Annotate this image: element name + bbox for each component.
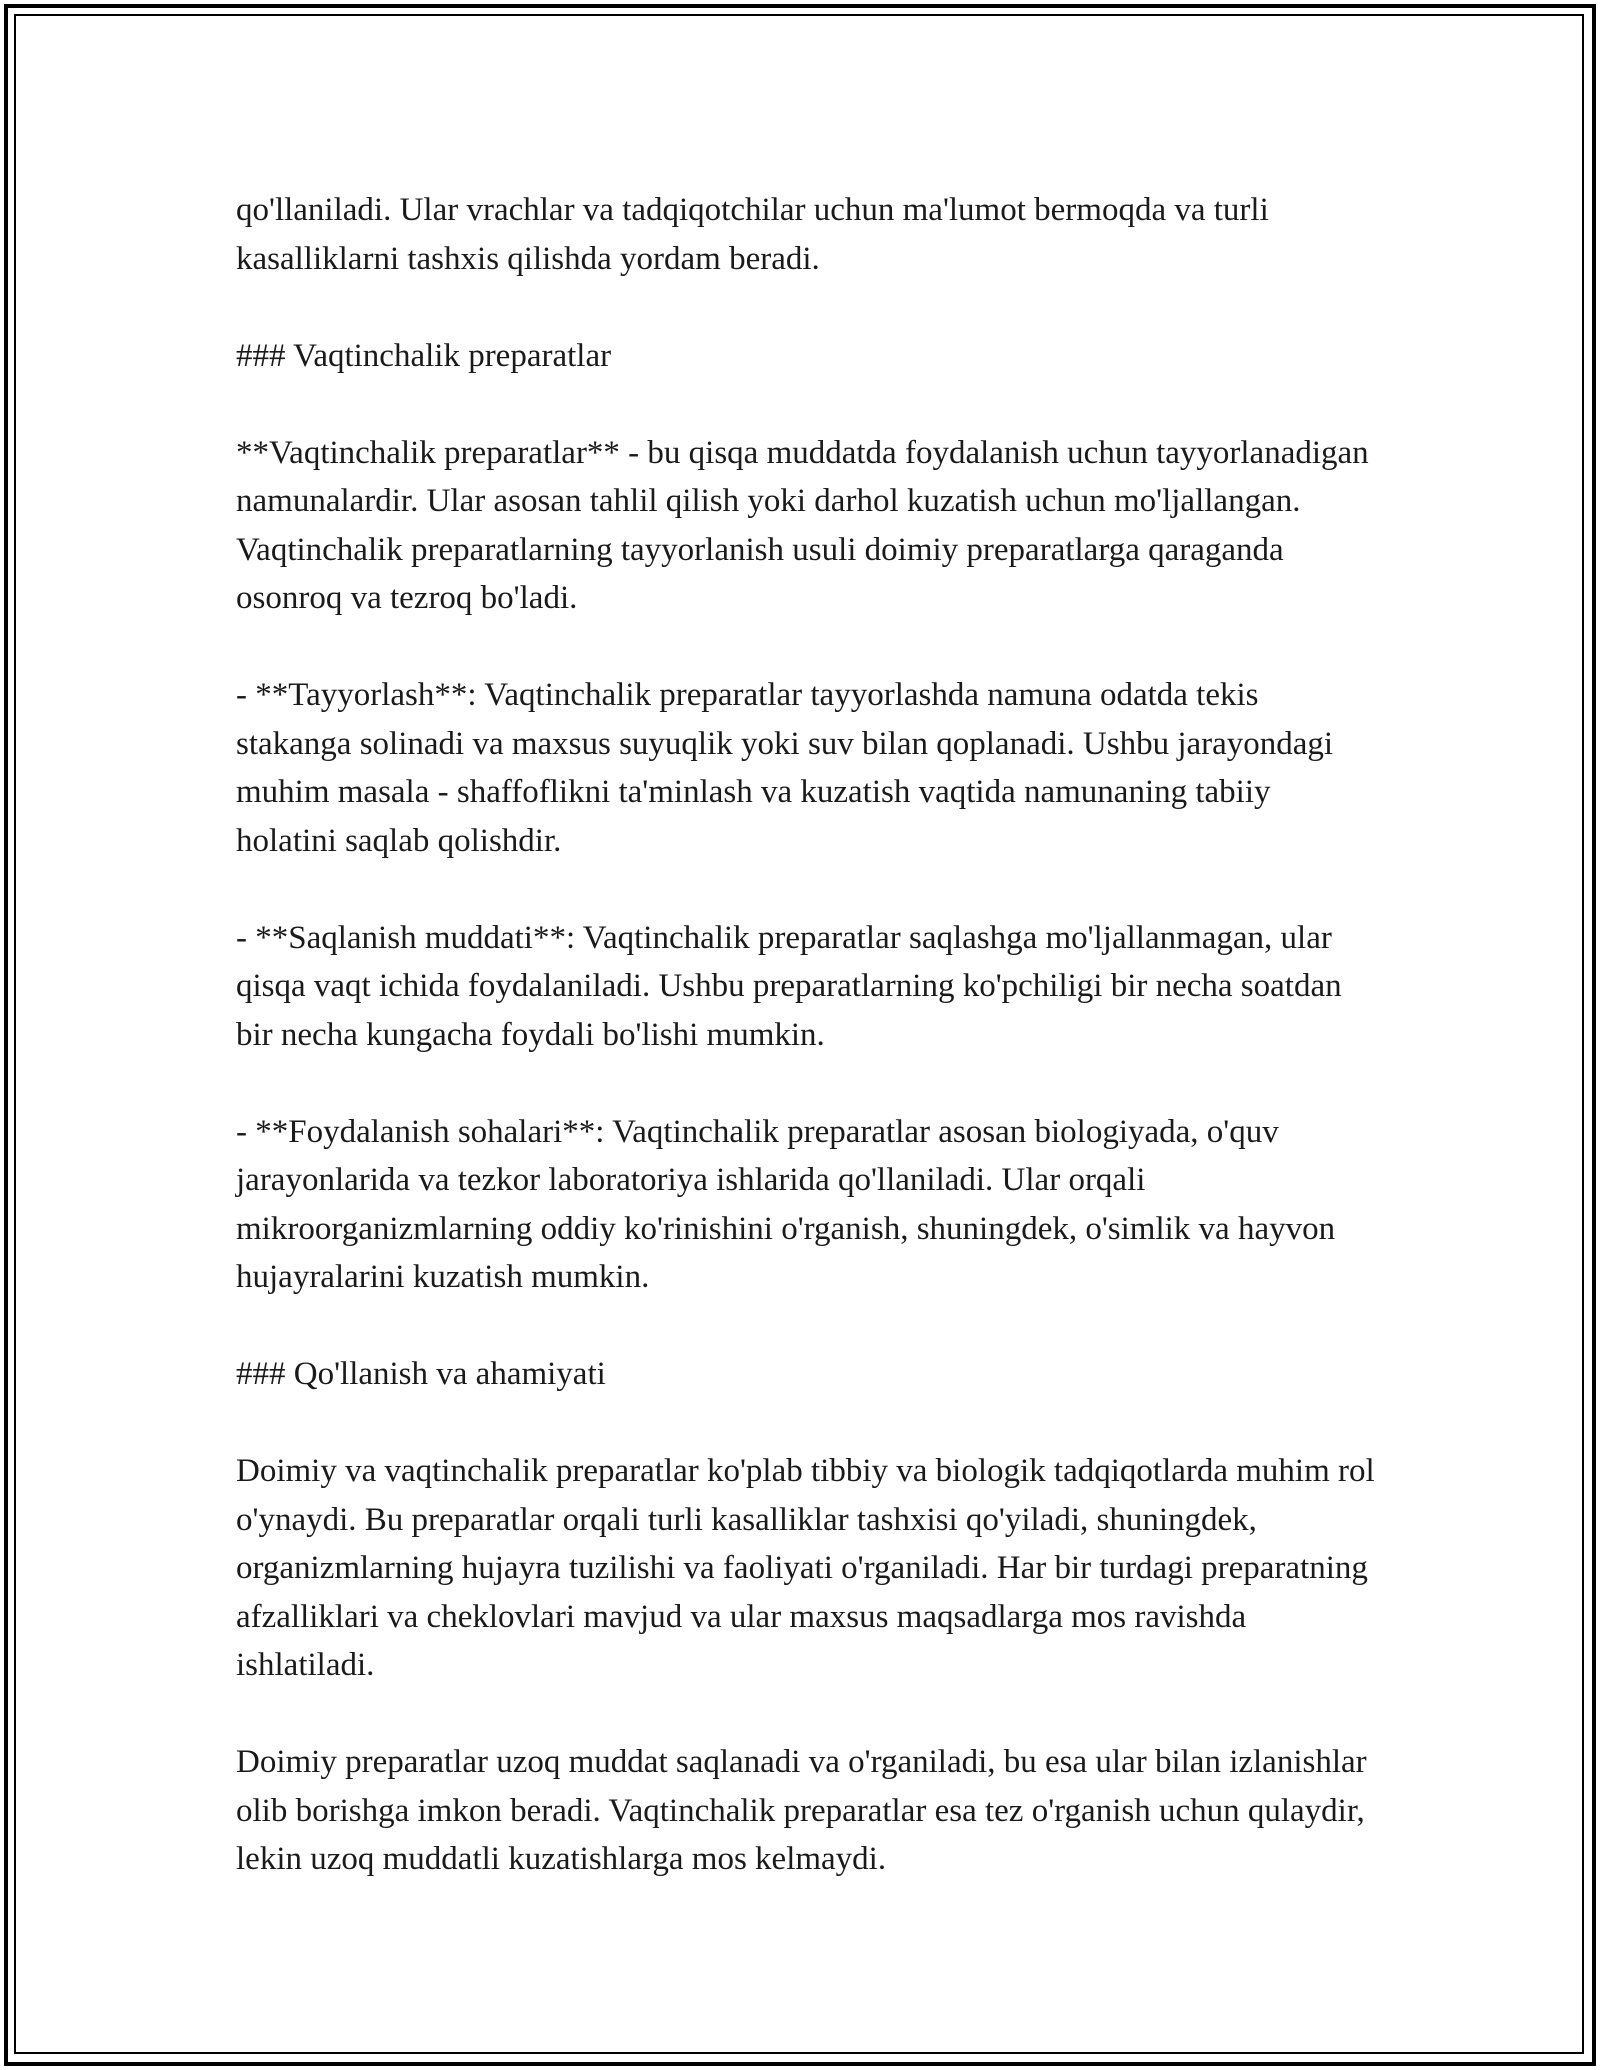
- paragraph-definition: **Vaqtinchalik preparatlar** - bu qisqa muddatda foydalanish uchun tayyorlanadigan namunalardir. Ular asosan tahlil qilish yoki darhol kuzatish uchun mo'ljallangan. Vaqtinchalik preparatlarning tayyorlanish usuli doimiy preparatlarga qaraganda osonroq va tezroq bo'ladi.: [236, 434, 1369, 616]
- heading-qollanish-va-ahamiyati: ### Qo'llanish va ahamiyati: [236, 1356, 606, 1392]
- paragraph-continuation: qo'llaniladi. Ular vrachlar va tadqiqotchilar uchun ma'lumot bermoqda va turli kasalliklarni tashxis qilishda yordam beradi.: [236, 192, 1269, 277]
- paragraph-comparison: Doimiy preparatlar uzoq muddat saqlanadi va o'rganiladi, bu esa ular bilan izlanishlar olib borishga imkon beradi. Vaqtinchalik preparatlar esa tez o'rganish uchun qulaydir, lekin uzoq muddatli kuzatishlarga mos kelmaydi.: [236, 1744, 1367, 1877]
- document-body: [236, 186, 1376, 1884]
- paragraph-importance: Doimiy va vaqtinchalik preparatlar ko'plab tibbiy va biologik tadqiqotlarda muhim rol o'ynaydi. Bu preparatlar orqali turli kasalliklar tashxisi qo'yiladi, shuningdek, organizmlarning hujayra tuzilishi va faoliyati o'rganiladi. Har bir turdagi preparatning afzalliklari va cheklovlari mavjud va ular maxsus maqsadlarga mos ravishda ishlatiladi.: [236, 1453, 1375, 1683]
- list-item-saqlanish-muddati: - **Saqlanish muddati**: Vaqtinchalik preparatlar saqlashga mo'ljallanmagan, ular qisqa vaqt ichida foydalaniladi. Ushbu preparatlarning ko'pchiligi bir necha soatdan bir necha kungacha foydali bo'lishi mumkin.: [236, 919, 1342, 1053]
- heading-vaqtinchalik-preparatlar: ### Vaqtinchalik preparatlar: [236, 337, 612, 374]
- list-item-tayyorlash: - **Tayyorlash**: Vaqtinchalik preparatlar tayyorlashda namuna odatda tekis stakanga solinadi va maxsus suyuqlik yoki suv bilan qoplanadi. Ushbu jarayondagi muhim masala - shaffoflikni ta'minlash va kuzatish vaqtida namunaning tabiiy holatini saqlab qolishdir.: [236, 677, 1334, 859]
- list-item-foydalanish-sohalari: - **Foydalanish sohalari**: Vaqtinchalik preparatlar asosan biologiyada, o'quv jarayonlarida va tezkor laboratoriya ishlarida qo'llaniladi. Ular orqali mikroorganizmlarning oddiy ko'rinishini o'rganish, shuningdek, o'simlik va hayvon hujayralarini kuzatish mumkin.: [236, 1113, 1336, 1295]
